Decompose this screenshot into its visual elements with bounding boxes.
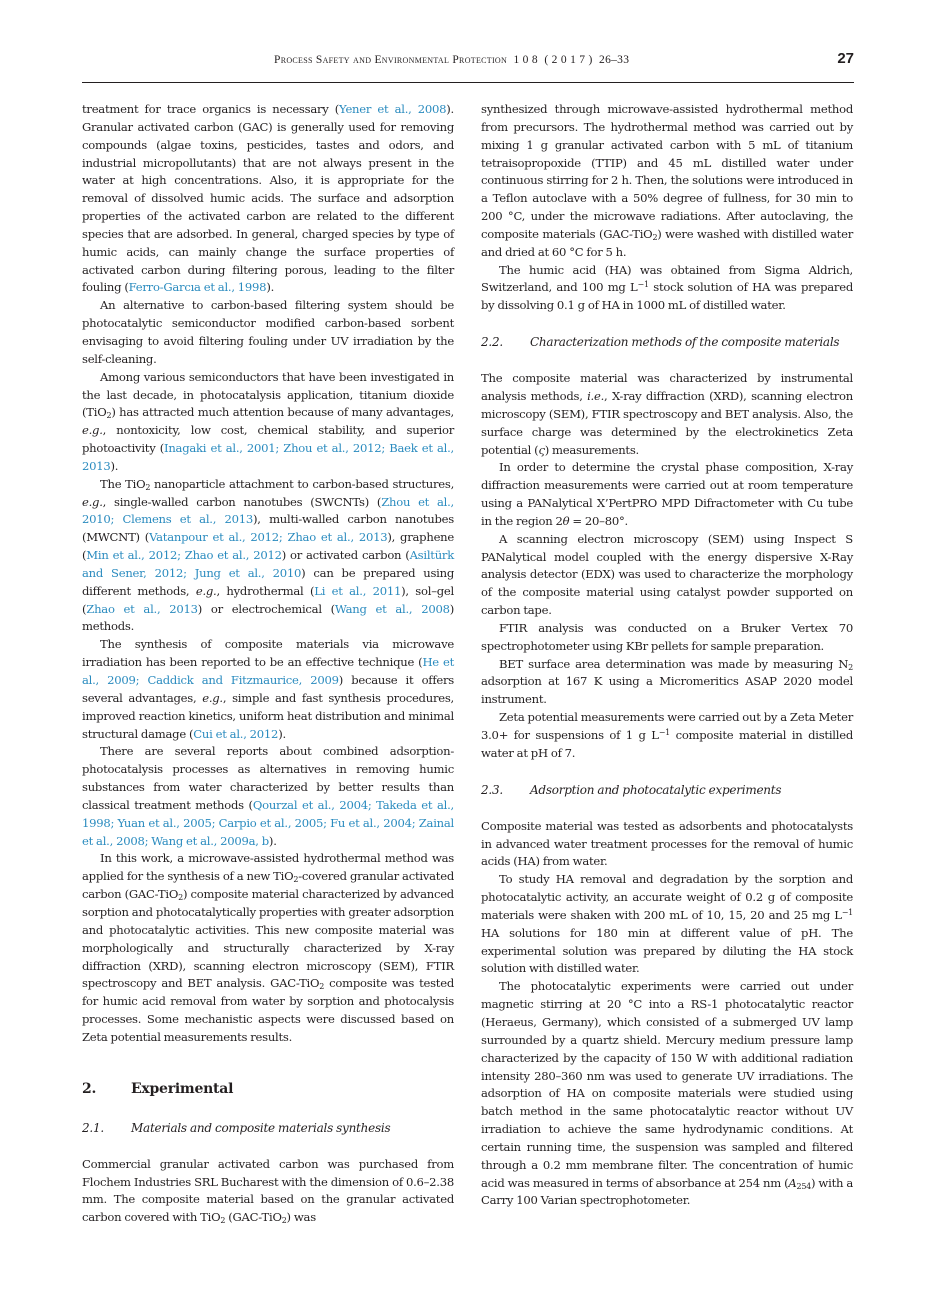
subsection-title: Materials and composite materials synthesis <box>131 1120 391 1135</box>
paragraph: BET surface area determination was made by measuring $N_2$ adsorption at 167 K using a Micromeritics ASAP 2020 model instrument. <box>481 656 853 707</box>
section-title: Experimental <box>131 1080 234 1097</box>
citation-link[interactable]: Wang et al., 2008 <box>334 601 450 616</box>
paragraph: A scanning electron microscopy (SEM) using Inspect S PANalytical model coupled with the energy dispersive X-Ray analysis detector (EDX) was used to characterize the morphology of the composite material using catalyst powder supported on carbon tape. <box>481 531 853 618</box>
journal-pages: 26–33 <box>599 54 630 66</box>
citation-link[interactable]: Asiltürk and Sener, 2012; Jung et al., 2010 <box>82 548 454 580</box>
journal-name: Process Safety and Environmental Protection <box>274 54 508 66</box>
paragraph: The humic acid (HA) was obtained from Sigma Aldrich, Switzerland, and 100 mg $L^{-1}$ stock solution of HA was prepared by dissolving 0.1 g of HA in 1000 mL of distilled water. <box>481 262 853 313</box>
subsection-title: Characterization methods of the composite materials <box>530 335 840 350</box>
section-heading <box>82 1081 454 1101</box>
subsection-heading <box>82 1119 454 1137</box>
left-column <box>82 101 454 1227</box>
paragraph: The TiO$_2$ nanoparticle attachment to carbon-based structures, e.g., single-walled carbon nanotubes (SWCNTs) (Zhou et al., 2010; Clemens et al., 2013), multi-walled carbon nanotubes (MWCNT) (Vatanpour et al., 2012; Zhao et al., 2013), graphene (Min et al., 2012; Zhao et al., 2012) or activated carbon (Asiltürk and Sener, 2012; Jung et al., 2010) can be prepared using different methods, e.g., hydrothermal (Li et al., 2011), sol–gel (Zhao et al., 2013) or electrochemical (Wang et al., 2008) methods. <box>82 476 455 634</box>
journal-citation <box>274 54 629 66</box>
paragraph: To study HA removal and degradation by the sorption and photocatalytic activity, an accurate weight of 0.2 g of composite materials were shaken with 200 mL of 10, 15, 20 and 25 mg $L^{-1}$ HA solutions for 180 min at different value of pH. The experimental solution was prepared by diluting the HA stock solution with distilled water. <box>481 872 853 976</box>
page-number: 27 <box>837 50 854 67</box>
citation-link[interactable]: He et al., 2009; Caddick and Fitzmaurice, 2009 <box>82 655 454 687</box>
paragraph: There are several reports about combined adsorption-photocatalysis processes as alternatives in removing humic substances from water characterized by better results than classical treatment methods (Qourzal et al., 2004; Takeda et al., 1998; Yuan et al., 2005; Carpio et al., 2005; Fu et al., 2004; Zainal et al., 2008; Wang et al., 2009a, b). <box>82 744 454 848</box>
citation-link[interactable]: Min et al., 2012; Zhao et al., 2012 <box>86 548 282 563</box>
paragraph: The composite material was characterized by instrumental analysis methods, i.e., X-ray diffraction (XRD), scanning electron microscopy (SEM), FTIR spectroscopy and BET analysis. Also, the surface charge was determined by the electrokinetics Zeta potential (ς) measurements. <box>481 371 853 457</box>
subsection-heading <box>481 781 853 799</box>
citation-link[interactable]: Zhao et al., 2013 <box>86 601 198 616</box>
paragraph: An alternative to carbon-based filtering system should be photocatalytic semiconductor modified carbon-based sorbent envisaging to avoid filtering fouling under UV irradiation by the self-cleaning. <box>82 298 454 366</box>
citation-link[interactable]: Yener et al., 2008 <box>339 102 447 116</box>
running-header <box>82 48 854 83</box>
subsection-heading <box>481 333 853 351</box>
subsection-number: 2.3. <box>481 782 503 797</box>
paragraph: The photocatalytic experiments were carried out under magnetic stirring at 20 °C into a RS-1 photocatalytic reactor (Heraeus, Germany), which consisted of a submerged UV lamp surrounded by a quartz shield. Mercury medium pressure lamp characterized by the capacity of 150 W with additional radiation intensity 280–360 nm was used to generate UV irradiations. The adsorption of HA on composite materials were studied using batch method in the same photocatalytic reactor without UV irradiation to achieve the same hydrodynamic conditions. At certain running time, the suspension was sampled and filtered through a 0.2 mm membrane filter. The concentration of humic acid was measured in terms of absorbance at 254 nm $(A_{254})$ with a Carry 100 Varian spectrophotometer. <box>481 979 853 1208</box>
citation-link[interactable]: Ferro-Garcıa et al., 1998 <box>128 280 267 295</box>
subsection-number: 2.1. <box>82 1120 104 1135</box>
paragraph: In this work, a microwave-assisted hydrothermal method was applied for the synthesis of a new TiO$_2$-covered granular activated carbon (GAC-TiO$_2$) composite material characterized by advanced sorption and photocatalytically properties with greater adsorption and photocatalytic activities. This new composite material was morphologically and structurally characterized by X-ray diffraction (XRD), scanning electron microscopy (SEM), FTIR spectroscopy and BET analysis. GAC-TiO$_2$ composite was tested for humic acid removal from water by sorption and photocalysis processes. Some mechanistic aspects were discussed based on Zeta potential measurements results. <box>82 851 454 1044</box>
citation-link[interactable]: Qourzal et al., 2004; Takeda et al., 1998; Yuan et al., 2005; Carpio et al., 2005; Fu et al., 2004; Zainal et al., 2008; Wang et al., 2009a, b <box>82 797 454 848</box>
subsection-number: 2.2. <box>481 335 503 350</box>
paragraph: In order to determine the crystal phase composition, X-ray diffraction measurements were carried out at room temperature using a PANalytical X’PertPRO MPD Difractometer with Cu tube in the region 2θ = 20–80°. <box>481 460 853 528</box>
subsection-title: Adsorption and photocatalytic experiments <box>530 782 782 797</box>
paragraph: Among various semiconductors that have been investigated in the last decade, in photocatalysis application, titanium dioxide (TiO$_2$) has attracted much attention because of many advantages, e.g., nontoxicity, low cost, chemical stability, and superior photoactivity (Inagaki et al., 2001; Zhou et al., 2012; Baek et al., 2013). <box>82 369 454 473</box>
citation-link[interactable]: Cui et al., 2012 <box>193 726 279 741</box>
citation-link[interactable]: Li et al., 2011 <box>314 583 402 598</box>
citation-link[interactable]: Vatanpour et al., 2012; Zhao et al., 2013 <box>149 530 388 545</box>
paragraph: The synthesis of composite materials via microwave irradiation has been reported to be an effective technique (He et al., 2009; Caddick and Fitzmaurice, 2009) because it offers several advantages, e.g., simple and fast synthesis procedures, improved reaction kinetics, uniform heat distribution and minimal structural damage (Cui et al., 2012). <box>82 637 454 741</box>
citation-link[interactable]: Zhou et al., 2010; Clemens et al., 2013 <box>82 494 454 527</box>
paragraph: Commercial granular activated carbon was purchased from Flochem Industries SRL Bucharest with the dimension of 0.6–2.38 mm. The composite material based on the granular activated carbon covered with TiO$_2$ (GAC-TiO$_2$) was <box>82 1156 454 1226</box>
section-number: 2. <box>82 1080 97 1097</box>
paragraph: Zeta potential measurements were carried out by a Zeta Meter 3.0+ for suspensions of 1 g $L^{-1}$ composite material in distilled water at pH of 7. <box>481 710 853 760</box>
paragraph: Composite material was tested as adsorbents and photocatalysts in advanced water treatment processes for the removal of humic acids (HA) from water. <box>481 818 853 869</box>
paragraph: synthesized through microwave-assisted hydrothermal method from precursors. The hydrothermal method was carried out by mixing 1 g granular activated carbon with 5 mL of titanium tetraisopropoxide (TTIP) and 45 mL distilled water under continuous stirring for 2 h. Then, the solutions were introduced in a Teflon autoclave with a 50% degree of fullness, for 30 min to 200 °C, under the microwave radiations. After autoclaving, the composite materials (GAC-TiO$_2$) were washed with distilled water and dried at 60 °C for 5 h. <box>481 102 853 259</box>
right-column <box>481 101 853 1210</box>
paragraph: FTIR analysis was conducted on a Bruker Vertex 70 spectrophotometer using KBr pellets for sample preparation. <box>481 620 853 653</box>
citation-link[interactable]: Inagaki et al., 2001; Zhou et al., 2012; Baek et al., 2013 <box>82 441 454 473</box>
journal-year: ( 2 0 1 7 ) <box>544 54 593 66</box>
paragraph: treatment for trace organics is necessary (Yener et al., 2008). Granular activated carbon (GAC) is generally used for removing compounds (algae toxins, pesticides, tastes and odors, and industrial micropollutants) that are not always present in the water at high concentrations. Also, it is appropriate for the removal of dissolved humic acids. The surface and adsorption properties of the activated carbon are related to the different species that are adsorbed. In general, charged species by type of humic acids, can mainly change the surface properties of activated carbon during filtering porous, leading to the filter fouling (Ferro-Garcıa et al., 1998). <box>82 102 454 295</box>
journal-volume: 1 0 8 <box>513 54 538 66</box>
